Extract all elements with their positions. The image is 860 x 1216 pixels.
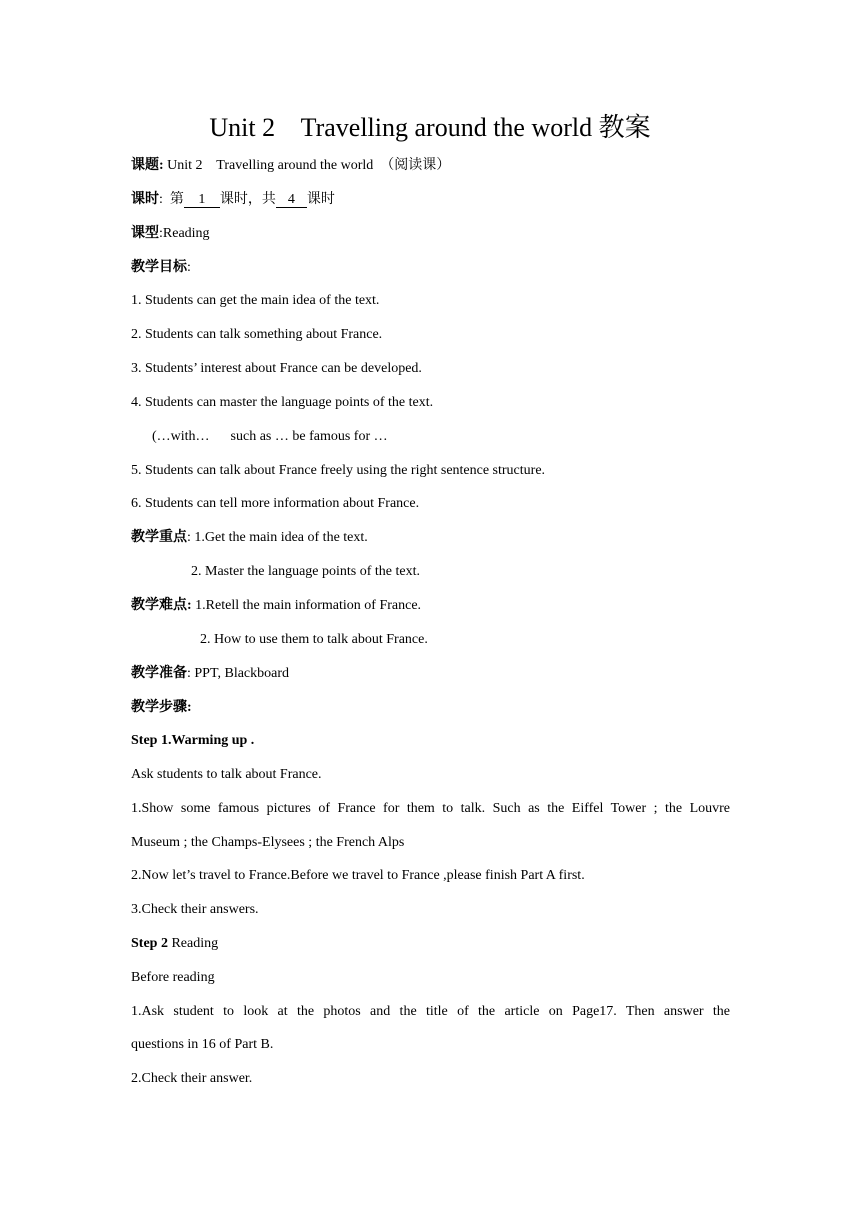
difficult-points-label: 教学难点: bbox=[131, 598, 192, 613]
step1-heading: Step 1.Warming up . bbox=[131, 733, 255, 748]
step2-line: questions in 16 of Part B. bbox=[131, 1037, 274, 1052]
step2-line: 2.Check their answer. bbox=[131, 1071, 253, 1086]
step2-line: 1.Ask student to look at the photos and the title of the article on Page17. Then answer the bbox=[131, 1004, 730, 1019]
step1-line: 3.Check their answers. bbox=[131, 902, 259, 917]
objective-item: 2. Students can talk something about France. bbox=[131, 327, 383, 342]
key-point-2: 2. Master the language points of the text. bbox=[191, 564, 420, 579]
key-points-line bbox=[131, 528, 368, 548]
preparation-value: : PPT, Blackboard bbox=[187, 666, 290, 681]
objective-item: 5. Students can talk about France freely using the right sentence structure. bbox=[131, 463, 546, 478]
period-total: 4 bbox=[276, 192, 307, 208]
topic-value: Unit 2 Travelling around the world （阅读课） bbox=[163, 158, 451, 173]
type-value: :Reading bbox=[159, 226, 210, 241]
step1-line: 1.Show some famous pictures of France for them to talk. Such as the Eiffel Tower ; the Louvre bbox=[131, 801, 730, 816]
difficult-point-2: 2. How to use them to talk about France. bbox=[200, 632, 428, 647]
period-number: 1 bbox=[184, 192, 220, 208]
difficult-points-line bbox=[131, 596, 421, 616]
period-post: 课时 bbox=[306, 192, 335, 207]
step1-line: Museum ; the Champs-Elysees ; the French Alps bbox=[131, 835, 405, 850]
preparation-label: 教学准备 bbox=[131, 666, 187, 681]
objective-item: 1. Students can get the main idea of the text. bbox=[131, 293, 380, 308]
type-line bbox=[131, 224, 210, 244]
period-label: 课时 bbox=[131, 192, 159, 207]
objective-item: 4. Students can master the language points of the text. bbox=[131, 395, 434, 410]
topic-line bbox=[131, 156, 450, 176]
topic-label: 课题: bbox=[131, 158, 164, 173]
objective-language-points: (…with… such as … be famous for … bbox=[152, 429, 388, 444]
objective-item: 3. Students’ interest about France can be developed. bbox=[131, 361, 422, 376]
step2-line: Before reading bbox=[131, 970, 215, 985]
objectives-label: 教学目标 bbox=[131, 260, 187, 275]
period-line bbox=[131, 190, 335, 210]
step1-line: Ask students to talk about France. bbox=[131, 767, 322, 782]
page-title: Unit 2 Travelling around the world 教案 bbox=[209, 113, 651, 142]
objectives-colon: : bbox=[187, 260, 191, 275]
period-mid: 课时，共 bbox=[219, 192, 276, 207]
key-points-label: 教学重点 bbox=[131, 530, 187, 545]
step1-line: 2.Now let’s travel to France.Before we travel to France ,please finish Part A first. bbox=[131, 868, 585, 883]
period-pre: : 第 bbox=[159, 192, 184, 207]
step2-heading bbox=[131, 934, 218, 954]
difficult-point-1: 1.Retell the main information of France. bbox=[191, 598, 422, 613]
key-point-1: : 1.Get the main idea of the text. bbox=[187, 530, 368, 545]
step2-label: Step 2 bbox=[131, 936, 168, 951]
preparation-line bbox=[131, 664, 289, 684]
objectives-heading bbox=[131, 258, 191, 278]
steps-label: 教学步骤: bbox=[131, 700, 192, 715]
objective-item: 6. Students can tell more information about France. bbox=[131, 496, 420, 511]
type-label: 课型 bbox=[131, 226, 159, 241]
step2-value: Reading bbox=[167, 936, 219, 951]
